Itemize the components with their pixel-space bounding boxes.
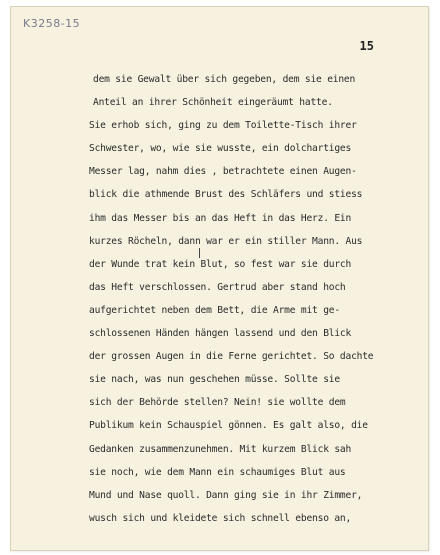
text-line: Publikum kein Schauspiel gönnen. Es galt also, die	[89, 420, 368, 432]
archive-mark: K3258-15	[23, 17, 81, 30]
text-line: der Wunde trat kein Blut, so fest war sie durch	[89, 258, 352, 270]
text-line: kurzes Röcheln, dann war er ein stiller Mann. Aus	[89, 235, 363, 247]
text-line: der grossen Augen in die Ferne gerichtet. So dachte	[89, 351, 374, 363]
handwritten-insertion-mark	[199, 248, 200, 258]
text-line: Schwester, wo, wie sie wusste, ein dolchartiges	[89, 143, 352, 155]
text-line: aufgerichtet neben dem Bett, die Arme mit ge-	[89, 304, 340, 316]
text-line: sie nach, was nun geschehen müsse. Sollte sie	[89, 374, 340, 386]
text-line: blick die athmende Brust des Schläfers und stiess	[89, 189, 363, 201]
text-line: Anteil an ihrer Schönheit eingeräumt hatte.	[93, 97, 333, 109]
text-line: schlossenen Händen hängen lassend und den Blick	[89, 328, 352, 340]
text-line: Sie erhob sich, ging zu dem Toilette-Tisch ihrer	[89, 120, 357, 132]
text-line: sie noch, wie dem Mann ein schaumiges Blut aus	[89, 466, 346, 478]
text-line: ihm das Messer bis an das Heft in das Herz. Ein	[89, 212, 352, 224]
typewritten-page	[10, 6, 429, 551]
text-line: Messer lag, nahm dies , betrachtete einen Augen-	[89, 166, 357, 178]
body-text	[89, 68, 389, 530]
text-line: Mund und Nase quoll. Dann ging sie in ihr Zimmer,	[89, 489, 363, 501]
text-line: Gedanken zusammenzunehmen. Mit kurzem Blick sah	[89, 443, 352, 455]
text-line: dem sie Gewalt über sich gegeben, dem sie einen	[93, 74, 356, 85]
text-line: wusch sich und kleidete sich schnell ebenso an,	[89, 512, 352, 524]
text-line: sich der Behörde stellen? Nein! sie wollte dem	[89, 397, 346, 409]
page-number: 15	[359, 39, 374, 53]
text-line: das Heft verschlossen. Gertrud aber stand hoch	[89, 281, 346, 293]
